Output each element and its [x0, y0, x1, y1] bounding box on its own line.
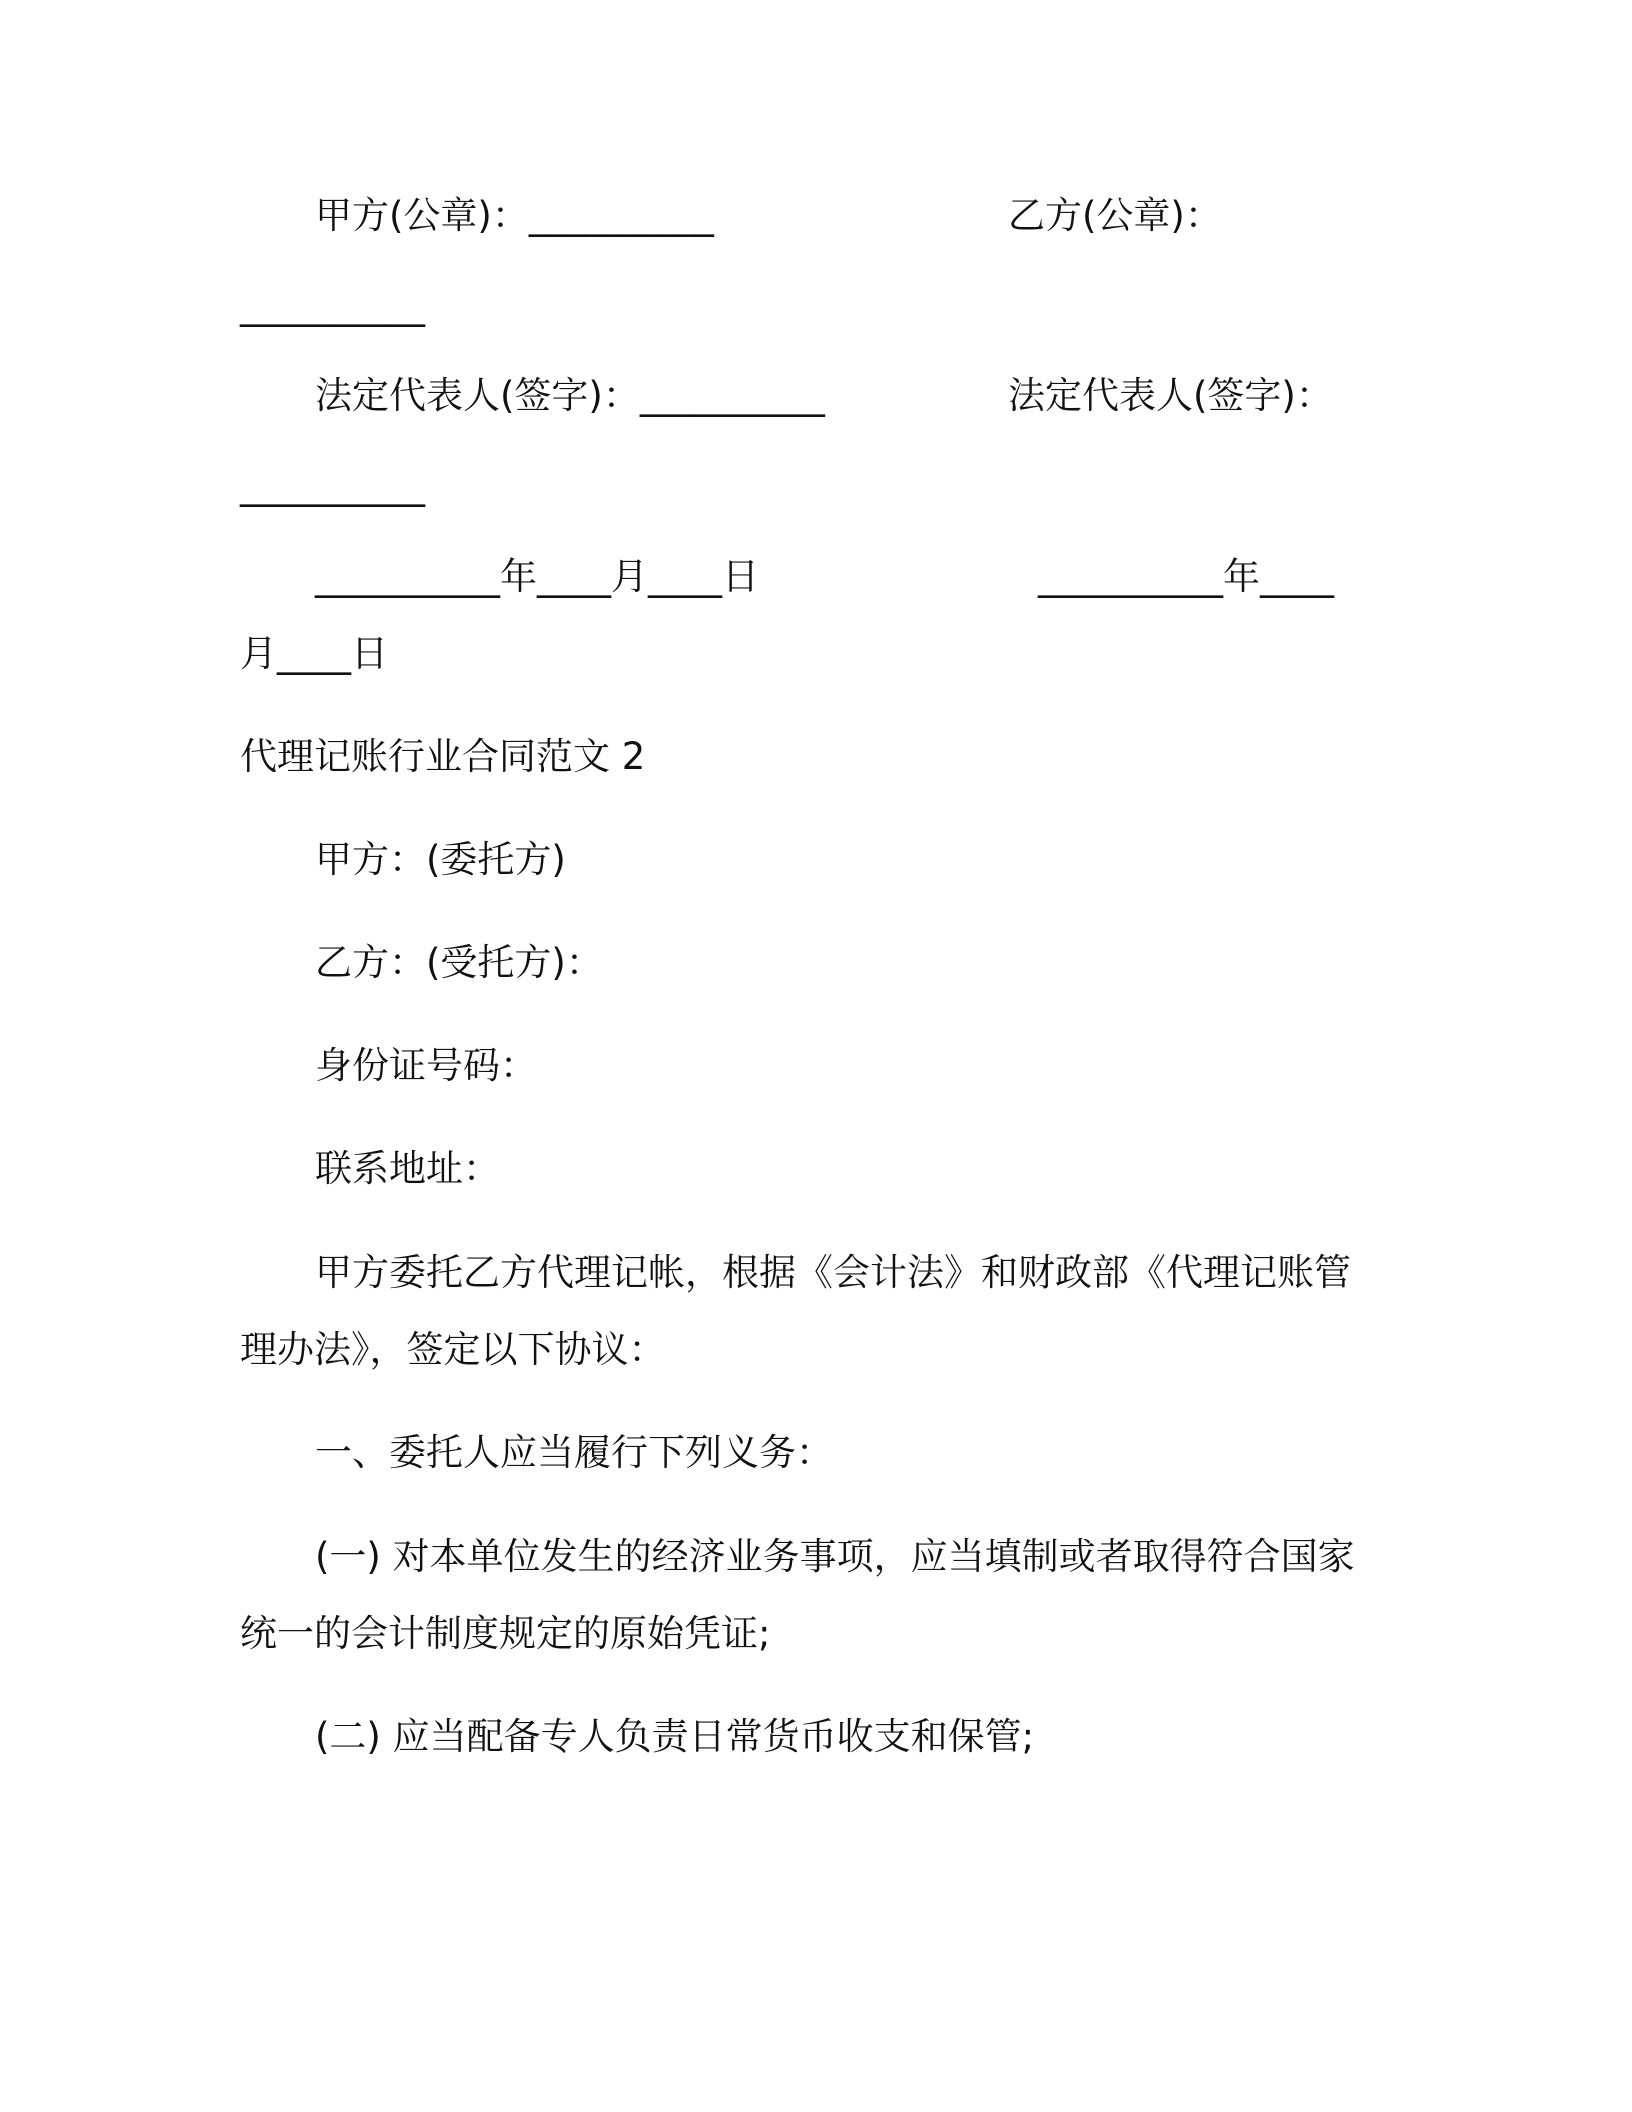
party-a-label: 甲方：(委托方) [315, 838, 566, 881]
party-b-rep: 法定代表人(签字)： [1008, 374, 1333, 417]
clause-1-heading: 一、委托人应当履行下列义务： [315, 1431, 833, 1474]
id-number-label: 身份证号码： [315, 1044, 537, 1087]
party-b-date-cont: 月____日 [240, 632, 388, 675]
clause-1-item-1-line-2: 统一的会计制度规定的原始凭证; [240, 1612, 771, 1655]
party-b-seal: 乙方(公章)： [1008, 194, 1222, 237]
intro-line-2: 理办法》，签定以下协议： [240, 1328, 666, 1371]
party-b-rep-blank: __________ [240, 464, 425, 507]
party-a-seal: 甲方(公章)：__________ [315, 194, 714, 237]
intro-line-1: 甲方委托乙方代理记帐，根据《会计法》和财政部《代理记账管 [315, 1251, 1351, 1294]
party-a-date: __________年____月____日 [315, 555, 759, 598]
party-b-label: 乙方：(受托方)： [315, 941, 603, 984]
party-b-seal-blank: __________ [240, 284, 425, 327]
party-a-rep: 法定代表人(签字)：__________ [315, 374, 825, 417]
clause-1-item-1-line-1: (一) 对本单位发生的经济业务事项，应当填制或者取得符合国家 [315, 1535, 1355, 1578]
clause-1-item-2: (二) 应当配备专人负责日常货币收支和保管; [315, 1715, 1035, 1758]
section-title: 代理记账行业合同范文 2 [240, 735, 646, 778]
party-b-date: __________年____ [1038, 555, 1334, 598]
address-label: 联系地址： [315, 1147, 500, 1190]
